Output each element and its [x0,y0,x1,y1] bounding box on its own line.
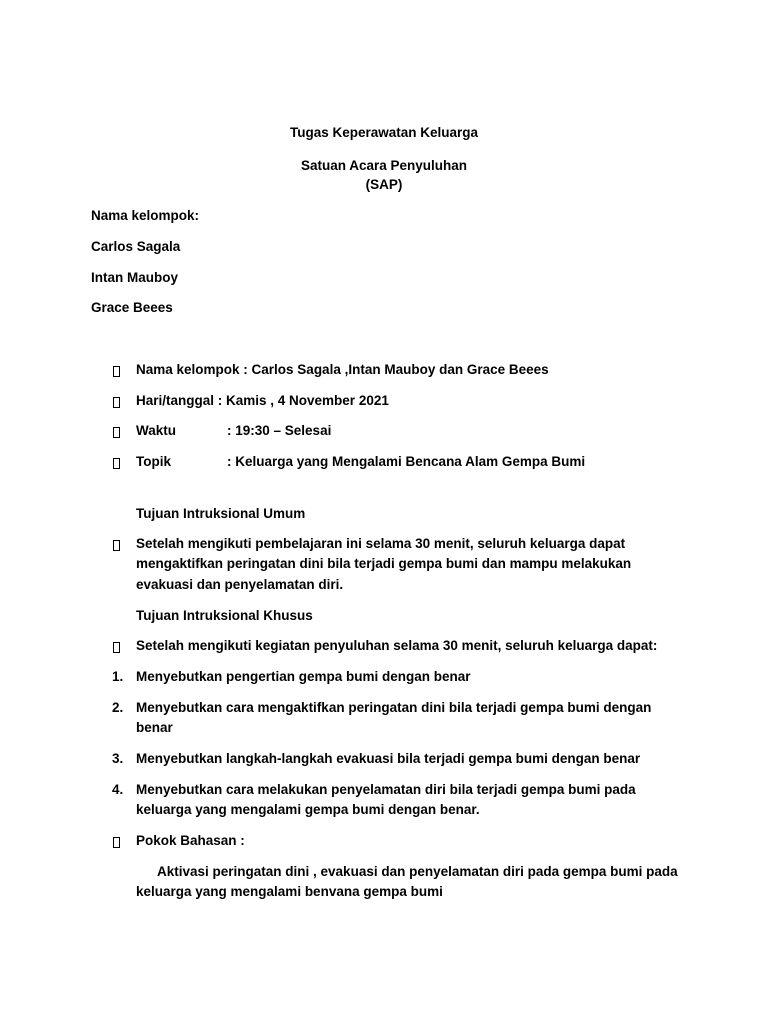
list-item: Menyebutkan cara mengaktifkan peringatan dini bila terjadi gempa bumi dengan [136,700,652,715]
list-number: 1. [112,669,124,684]
list-item: Menyebutkan cara melakukan penyelamatan diri bila terjadi gempa bumi pada [136,782,636,797]
document-title: Tugas Keperawatan Keluarga [289,125,479,140]
bullet-icon [113,540,120,551]
info-waktu-value: : 19:30 – Selesai [227,423,332,438]
tiu-line: mengaktifkan peringatan dini bila terjadi gempa bumi dan mampu melakukan [136,556,632,571]
group-member: Carlos Sagala [91,239,181,254]
bullet-icon [113,837,120,848]
info-nama: Nama kelompok : Carlos Sagala ,Intan Mauboy dan Grace Beees [136,362,549,377]
list-item: benar [136,720,173,735]
group-member: Grace Beees [91,300,173,315]
tiu-line: evakuasi dan penyelamatan diri. [136,577,344,592]
bullet-icon [113,458,120,469]
list-number: 4. [112,782,124,797]
group-member: Intan Mauboy [91,270,178,285]
pokok-line: keluarga yang mengalami benvana gempa bumi [136,884,443,899]
info-topik-value: : Keluarga yang Mengalami Bencana Alam Gempa Bumi [227,454,586,469]
pokok-label: Pokok Bahasan : [136,833,245,848]
bullet-icon [113,397,120,408]
bullet-icon [113,642,120,653]
document-abbrev: (SAP) [365,177,403,192]
document-subtitle: Satuan Acara Penyuluhan [300,158,468,173]
tik-heading: Tujuan Intruksional Khusus [136,608,313,623]
tiu-heading: Tujuan Intruksional Umum [136,506,306,521]
list-item: Menyebutkan pengertian gempa bumi dengan benar [136,669,471,684]
tiu-line: Setelah mengikuti pembelajaran ini selama 30 menit, seluruh keluarga dapat [136,536,626,551]
info-topik-label: Topik [136,454,171,469]
tik-intro: Setelah mengikuti kegiatan penyuluhan selama 30 menit, seluruh keluarga dapat: [136,638,658,653]
list-number: 3. [112,751,124,766]
group-label: Nama kelompok: [91,208,200,223]
list-item: Menyebutkan langkah-langkah evakuasi bila terjadi gempa bumi dengan benar [136,751,641,766]
pokok-line: Aktivasi peringatan dini , evakuasi dan penyelamatan diri pada gempa bumi pada [157,864,678,879]
list-item: keluarga yang mengalami gempa bumi dengan benar. [136,802,480,817]
bullet-icon [113,427,120,438]
info-hari: Hari/tanggal : Kamis , 4 November 2021 [136,393,389,408]
info-waktu-label: Waktu [136,423,176,438]
list-number: 2. [112,700,124,715]
bullet-icon [113,366,120,377]
